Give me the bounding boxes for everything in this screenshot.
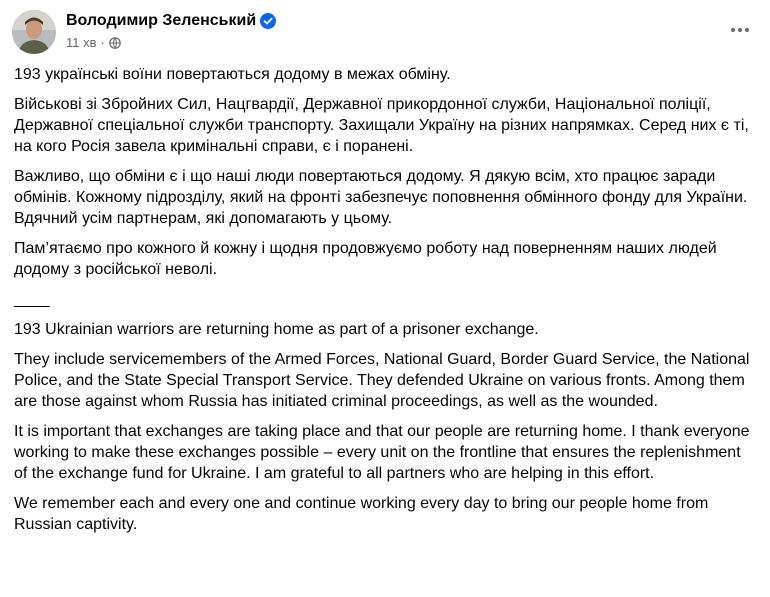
avatar[interactable] [12,10,56,54]
language-separator: ____ [14,291,50,308]
post-meta [66,35,121,50]
paragraph-uk-3: Важливо, що обміни є і що наші люди повертаються додому. Я дякую всім, хто працює заради обмінів. Кожному підрозділу, який на фронті забезпечує поповнення обмінного фонду для України. Вдячний усім партнерам, які допомагають у цьому. [14,168,748,227]
paragraph-en-2: They include servicemembers of the Armed Forces, National Guard, Border Guard Service, the National Police, and the State Special Transport Service. They defended Ukraine on various fronts. Among them are those against whom Russia has initiated criminal proceedings, as well as the wounded. [14,351,750,410]
post-body [14,64,756,544]
paragraph-uk-1: 193 українські воїни повертаються додому в межах обміну. [14,66,451,83]
verified-badge-icon [260,13,276,29]
paragraph-uk-4: Пам’ятаємо про кожного й кожну і щодня продовжуємо роботу над поверненням наших людей додому з російської неволі. [14,240,717,278]
paragraph-en-4: We remember each and every one and continue working every day to bring our people home from Russian captivity. [14,495,709,533]
more-options-button[interactable] [722,12,758,48]
globe-icon[interactable] [109,37,121,49]
author-name[interactable]: Володимир Зеленський [66,12,257,29]
paragraph-en-3: It is important that exchanges are taking place and that our people are returning home. I thank everyone working to make these exchanges possible – every unit on the frontline that ensures the replenishment of the exchange fund for Ukraine. I am grateful to all partners who are helping in this effort. [14,423,750,482]
avatar-image [12,10,56,54]
more-options-icon [731,28,735,32]
paragraph-uk-2: Військові зі Збройних Сил, Нацгвардії, Державної прикордонної служби, Національної поліції, Державної спеціальної служби транспорту. Захищали Україну на різних напрямках. Серед них є ті, на кого Росія завела кримінальні справи, є і поранені. [14,96,749,155]
post-time[interactable]: 11 хв [66,35,97,50]
author-row [66,12,276,30]
post-header [12,8,758,56]
paragraph-en-1: 193 Ukrainian warriors are returning home as part of a prisoner exchange. [14,321,539,338]
meta-separator: · [100,35,105,50]
